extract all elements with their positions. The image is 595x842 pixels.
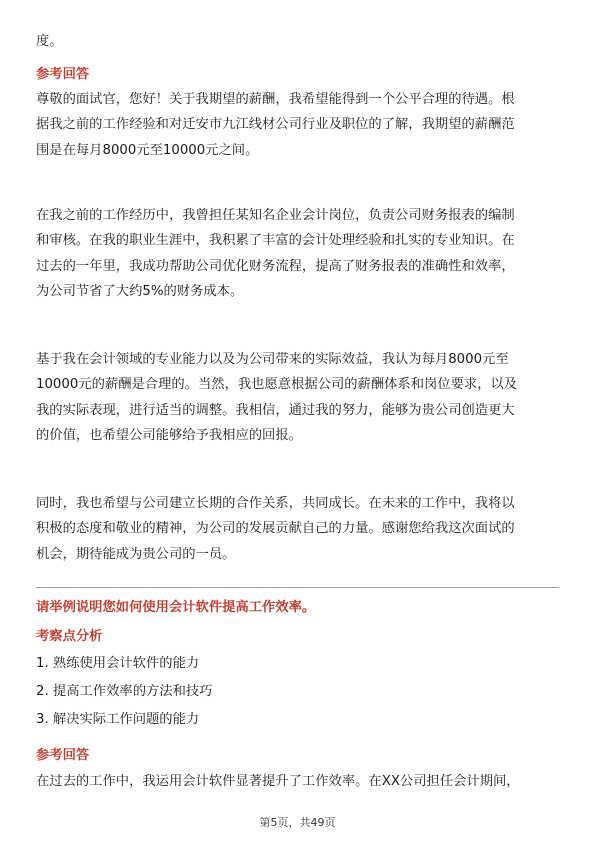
list-item: 1. 熟练使用会计软件的能力 <box>36 656 200 671</box>
text-line: 尊敬的面试官，您好！关于我期望的薪酬，我希望能得到一个公平合理的待遇。根 <box>36 92 515 107</box>
answer-heading-2: 参考回答 <box>36 748 90 763</box>
text-line: 在我之前的工作经历中，我曾担任某知名企业会计岗位，负责公司财务报表的编制 <box>36 208 515 223</box>
answer-2-line: 在过去的工作中，我运用会计软件显著提升了工作效率。在XX公司担任会计期间， <box>36 774 520 789</box>
section-divider <box>36 587 559 588</box>
text-line: 基于我在会计领域的专业能力以及为公司带来的实际效益，我认为每月8000元至 <box>36 352 509 367</box>
text-line: 同时，我也希望与公司建立长期的合作关系，共同成长。在未来的工作中，我将以 <box>36 496 515 511</box>
question-title: 请举例说明您如何使用会计软件提高工作效率。 <box>36 600 316 615</box>
text-line: 围是在每月8000元至10000元之间。 <box>36 142 259 158</box>
text-line: 我的实际表现，进行适当的调整。我相信，通过我的努力，能够为贵公司创造更大 <box>36 402 515 418</box>
list-item: 2. 提高工作效率的方法和技巧 <box>36 684 213 699</box>
analysis-points-list <box>36 650 212 734</box>
page-number: 第5页，共49页 <box>259 816 336 829</box>
top-fragment: 度。 <box>36 34 63 49</box>
answer-paragraph-4 <box>36 491 515 567</box>
analysis-heading: 考察点分析 <box>36 629 103 644</box>
text-line: 过去的一年里，我成功帮助公司优化财务流程，提高了财务报表的准确性和效率， <box>36 258 515 274</box>
answer-heading: 参考回答 <box>36 67 90 82</box>
text-line: 10000元的薪酬是合理的。当然，我也愿意根据公司的薪酬体系和岗位要求，以及 <box>36 377 518 393</box>
answer-paragraph-1 <box>36 87 515 163</box>
text-line: 和审核。在我的职业生涯中，我积累了丰富的会计处理经验和扎实的专业知识。在 <box>36 233 515 249</box>
text-line: 机会，期待能成为贵公司的一员。 <box>36 546 236 562</box>
text-line: 积极的态度和敬业的精神，为公司的发展贡献自己的力量。感谢您给我这次面试的 <box>36 521 515 537</box>
answer-paragraph-3 <box>36 347 517 448</box>
answer-paragraph-2 <box>36 203 515 304</box>
text-line: 据我之前的工作经验和对迁安市九江线材公司行业及职位的了解，我期望的薪酬范 <box>36 117 515 133</box>
text-line: 的价值，也希望公司能够给予我相应的回报。 <box>36 427 302 443</box>
text-line: 为公司节省了大约5%的财务成本。 <box>36 283 244 299</box>
list-item: 3. 解决实际工作问题的能力 <box>36 712 200 727</box>
